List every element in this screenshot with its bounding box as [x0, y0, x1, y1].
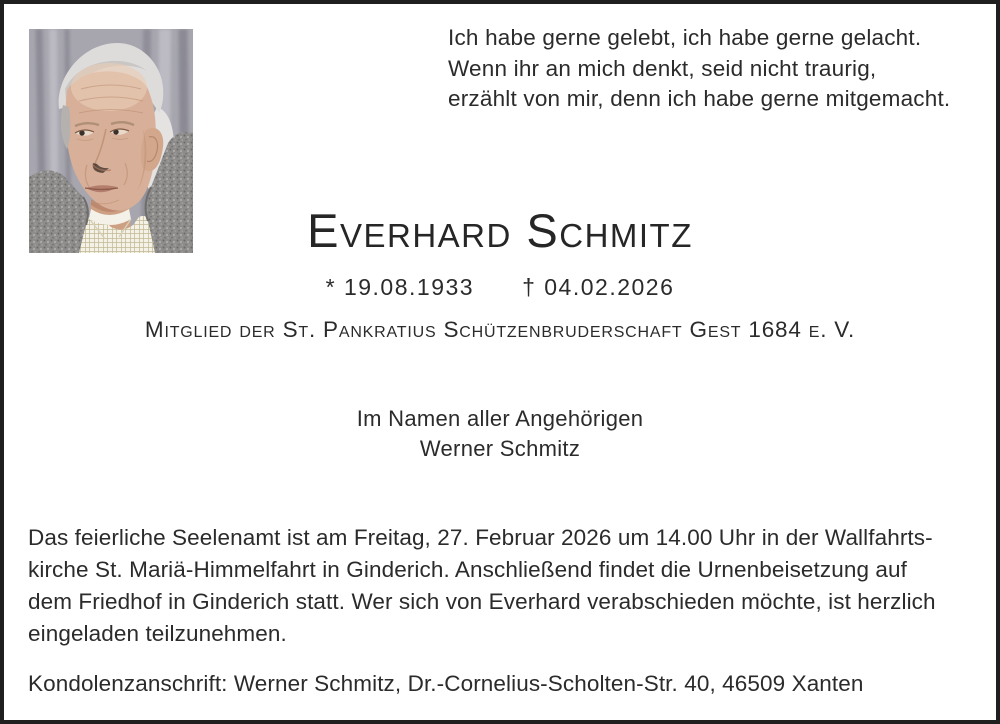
- mourners-block: [4, 404, 996, 464]
- service-line: eingeladen teilzunehmen.: [28, 621, 287, 646]
- service-line: dem Friedhof in Ginderich statt. Wer sich von Everhard verabschieden möchte, ist herzlich: [28, 589, 936, 614]
- condolence-address: Kondolenzanschrift: Werner Schmitz, Dr.-Cornelius-Scholten-Str. 40, 46509 Xanten: [28, 671, 864, 696]
- service-line: kirche St. Mariä-Himmelfahrt in Ginderich. Anschließend findet die Urnenbeisetzung auf: [28, 557, 908, 582]
- quote-line: Wenn ihr an mich denkt, seid nicht traurig,: [448, 55, 877, 81]
- memorial-quote: [448, 23, 950, 115]
- membership-line: Mitglied der St. Pankratius Schützenbruderschaft Gest 1684 e. V.: [144, 317, 856, 342]
- quote-line: erzählt von mir, denn ich habe gerne mitgemacht.: [448, 86, 951, 111]
- mourner-name: Werner Schmitz: [419, 436, 581, 461]
- service-details: [28, 522, 970, 650]
- birth-symbol: *: [325, 274, 337, 300]
- birth-date: * 19.08.1933: [325, 274, 475, 300]
- death-cross-symbol: †: [522, 274, 537, 300]
- mourners-intro: Im Namen aller Angehörigen: [356, 406, 644, 431]
- service-line: Das feierliche Seelenamt ist am Freitag, 27. Februar 2026 um 14.00 Uhr in der Wallfahrts-: [28, 525, 933, 550]
- quote-line: Ich habe gerne gelebt, ich habe gerne gelacht.: [448, 25, 922, 50]
- life-dates: [4, 272, 996, 302]
- deceased-name: Everhard Schmitz: [307, 204, 693, 257]
- death-date: † 04.02.2026: [522, 274, 675, 300]
